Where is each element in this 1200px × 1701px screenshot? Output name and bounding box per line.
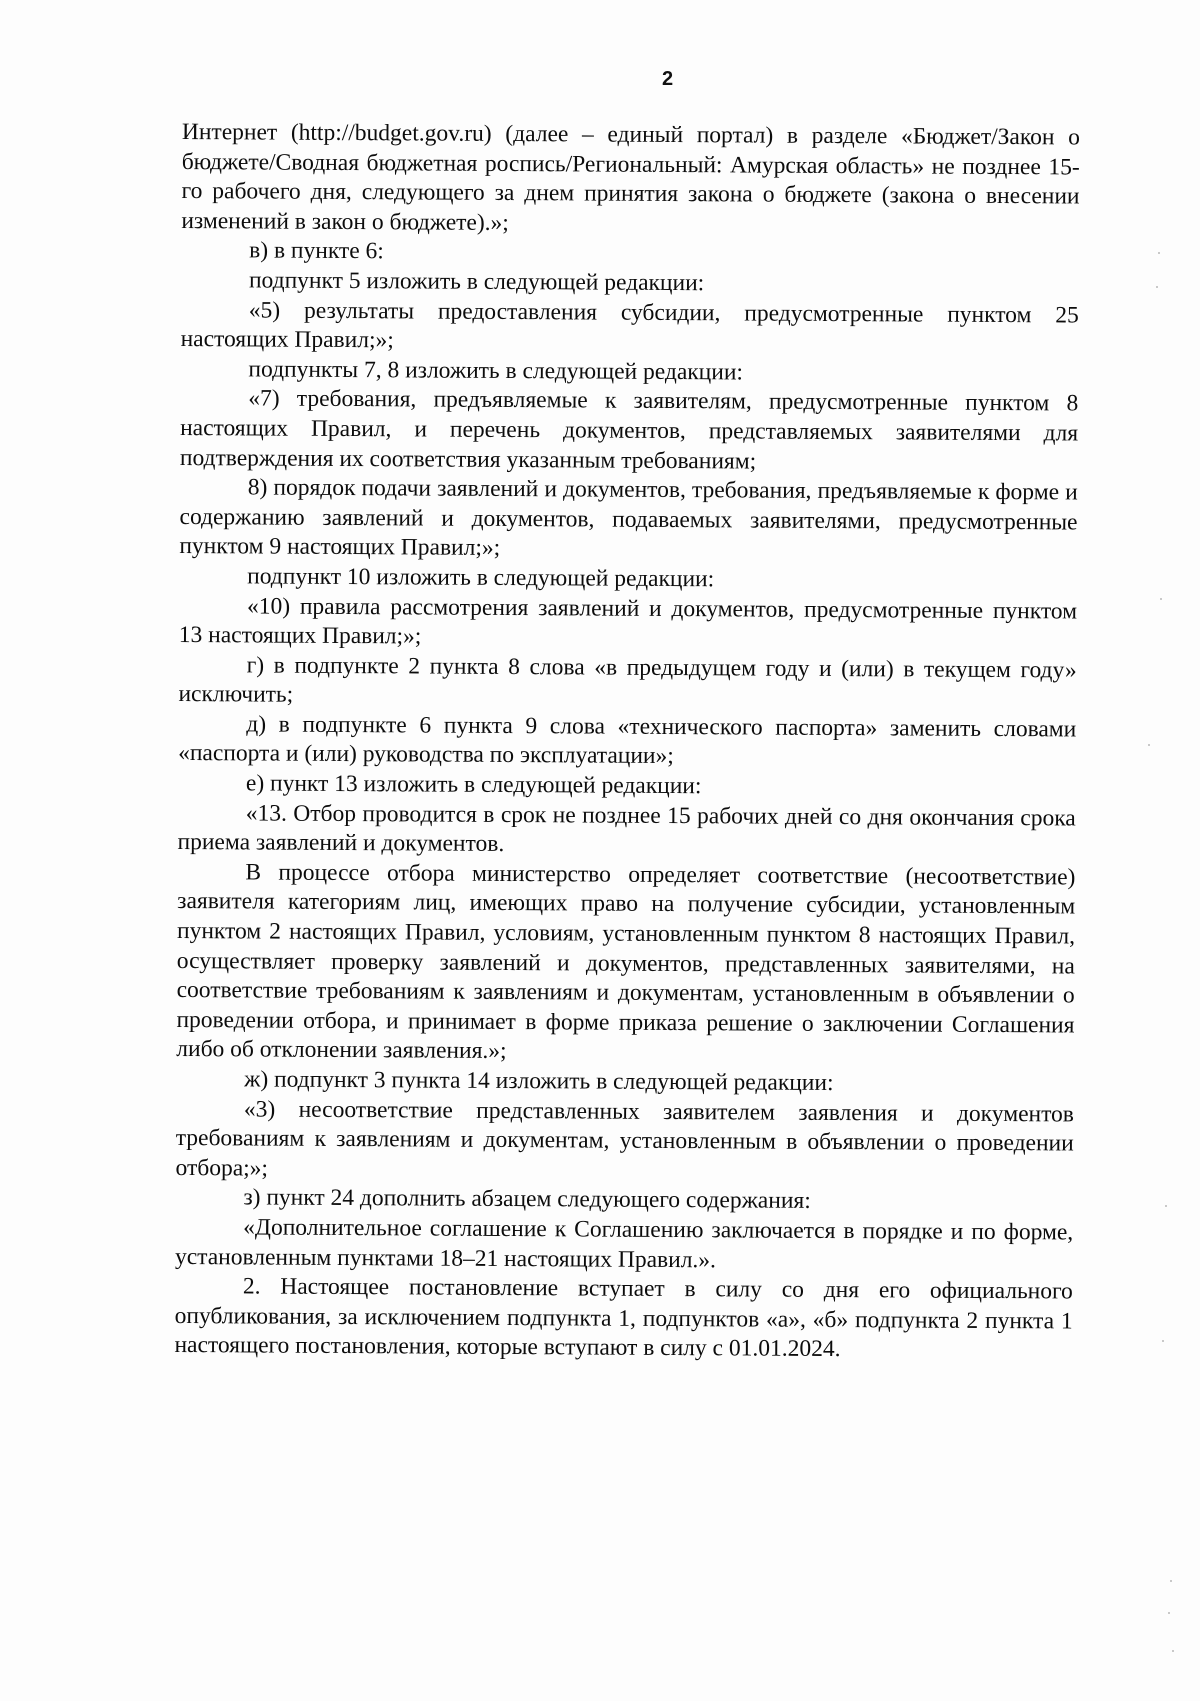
paragraph-subitem-3-text: «3) несоответствие представленных заявителем заявления и документов требованиям к заявлениям и документам, установленным в объявлении о проведении отбора;»; — [175, 1095, 1075, 1182]
scan-speck — [1172, 1650, 1174, 1652]
paragraph-point-13-text: «13. Отбор проводится в срок не позднее 15 рабочих дней со дня окончания срока приема заявлений и документов. — [177, 800, 1076, 858]
paragraph-subitem-5-intro: подпункт 5 изложить в следующей редакции: — [248, 267, 705, 297]
paragraph-additional-agreement: «Дополнительное соглашение к Соглашению заключается в порядке и по форме, установленным пунктами 18–21 настоящих Правил.». — [174, 1214, 1074, 1273]
paragraph-subitem-10-text: «10) правила рассмотрения заявлений и документов, предусмотренные пунктом 13 настоящих Правил;»; — [178, 592, 1078, 650]
scan-speck — [1170, 1580, 1172, 1582]
scan-speck — [1165, 1205, 1167, 1207]
scan-speck — [1148, 744, 1150, 746]
document-body — [174, 118, 1080, 1366]
paragraph-item-g: г) в подпункте 2 пункта 8 слова «в предыдущем году и (или) в текущем году» исключить; — [178, 652, 1077, 708]
scan-speck — [1158, 252, 1160, 254]
paragraph-subitem-8-text: 8) порядок подачи заявлений и документов, требования, предъявляемые к форме и содержанию заявлений и документов, подаваемых заявителями, предусмотренные пунктом 9 настоящих Правил;»; — [179, 474, 1078, 562]
paragraph-item-zh: ж) подпункт 3 пункта 14 изложить в следующей редакции: — [244, 1066, 834, 1096]
scan-speck — [1162, 1340, 1164, 1342]
paragraph-effective-date: 2. Настоящее постановление вступает в силу со дня его официального опубликования, за исключением подпункта 1, подпунктов «а», «б» подпункта 2 пункта 1 настоящего постановления, которые вступают в силу с 01.01.2024. — [174, 1273, 1073, 1363]
paragraph-portal-continuation: Интернет (http://budget.gov.ru) (далее – единый портал) в разделе «Бюджет/Закон о бюджете/Сводная бюджетная роспись/Региональный: Амурская область» не позднее 15-го рабочего дня, следующего за днем принятия закона о бюджете (закона о внесении изменений в закон о бюджете).»; — [181, 118, 1080, 236]
paragraph-subitem-7-text: «7) требования, предъявляемые к заявителям, предусмотренные пунктом 8 настоящих Правил, и перечень документов, представляемых заявителями для подтверждения их соответствия указанным требованиям; — [179, 385, 1079, 475]
paragraph-selection-process: В процессе отбора министерство определяет соответствие (несоответствие) заявителя категориям лиц, имеющих право на получение субсидии, установленным пунктом 2 настоящих Правил, условиям, установленным пунктом 8 настоящих Правил, осуществляет проверку заявлений и документов, представленных заявителями, на соответствие требованиям к заявлениям и документам, установленным в объявлении о проведении отбора, и принимает в форме приказа решение о заключении Соглашения либо об отклонении заявления.»; — [176, 859, 1076, 1065]
page-number: 2 — [661, 68, 674, 90]
paragraph-item-z: з) пункт 24 дополнить абзацем следующего содержания: — [243, 1184, 811, 1215]
paragraph-subitem-5-text: «5) результаты предоставления субсидии, предусмотренные пунктом 25 настоящих Правил;»; — [180, 296, 1079, 354]
scan-speck — [1168, 1612, 1170, 1614]
paragraph-subitems-7-8-intro: подпункты 7, 8 изложить в следующей редакции: — [248, 356, 744, 386]
scan-speck — [1156, 286, 1158, 288]
paragraph-subitem-10-intro: подпункт 10 изложить в следующей редакции: — [247, 563, 715, 593]
scan-speck — [1160, 598, 1162, 600]
paragraph-item-e: е) пункт 13 изложить в следующей редакции: — [245, 770, 702, 800]
paragraph-item-v: в) в пункте 6: — [249, 237, 384, 265]
paragraph-item-d: д) в подпункте 6 пункта 9 слова «технического паспорта» заменить словами «паспорта и (или) руководства по эксплуатации»; — [178, 711, 1077, 770]
